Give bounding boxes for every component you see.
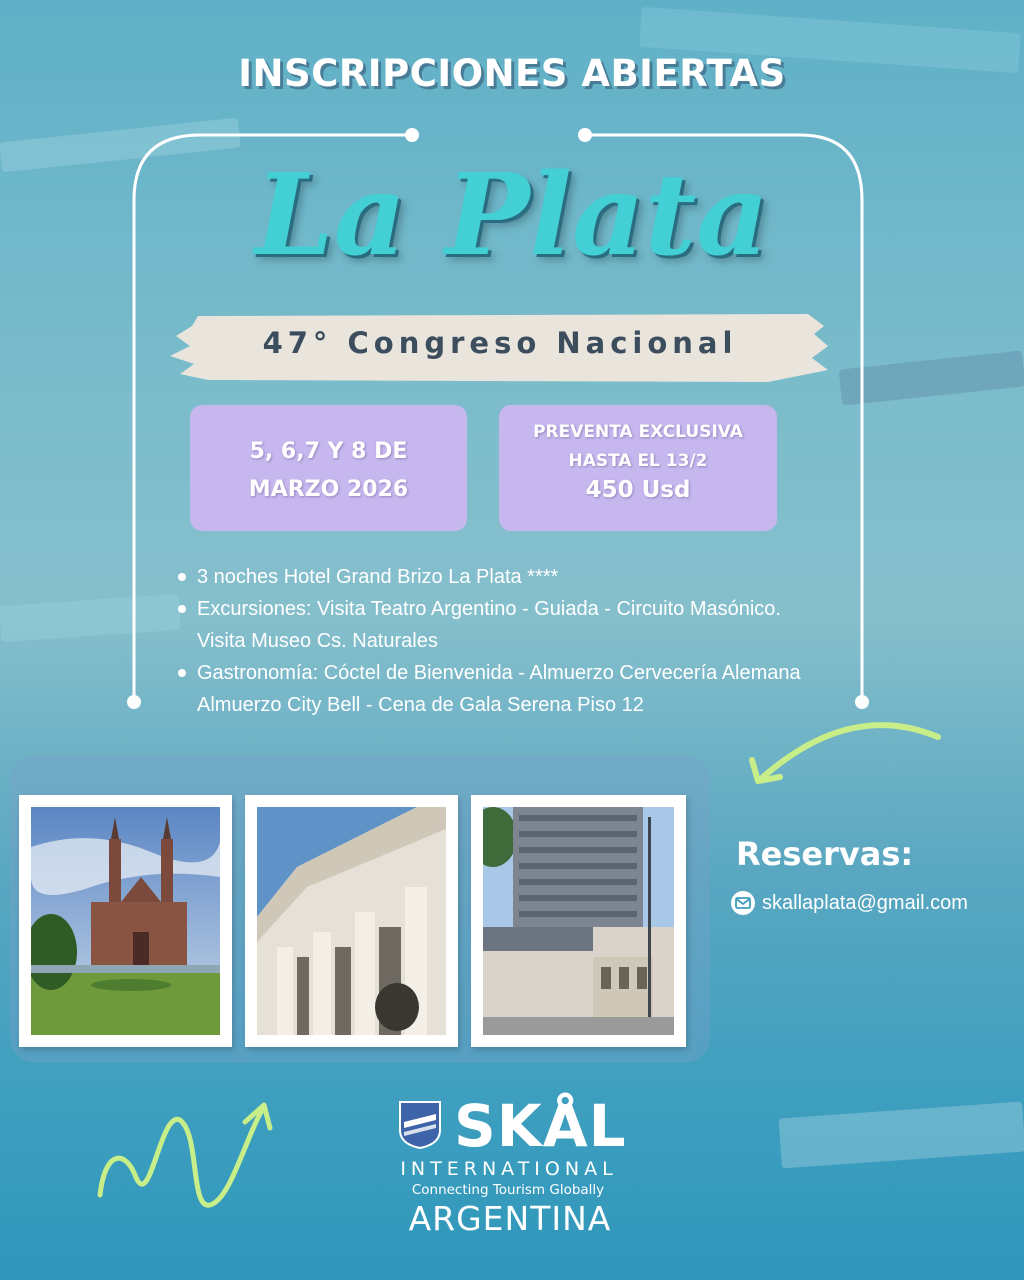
logo-country: ARGENTINA: [408, 1199, 612, 1238]
reservas-label: Reservas:: [736, 835, 914, 873]
congress-subtitle: 47° Congreso Nacional: [262, 326, 738, 360]
skal-emblem-icon: [398, 1100, 442, 1150]
presale-line-2: HASTA EL 13/2: [568, 451, 708, 471]
dates-line-2: MARZO 2026: [248, 477, 409, 502]
logo-international: INTERNATIONAL: [400, 1158, 618, 1180]
presale-price: 450 Usd: [585, 477, 691, 503]
email-link[interactable]: skallaplata@gmail.com: [762, 891, 968, 914]
mail-icon: [731, 891, 755, 915]
logo-tagline: Connecting Tourism Globally: [411, 1182, 605, 1198]
feature-item: 3 noches Hotel Grand Brizo La Plata ****: [176, 561, 826, 593]
headline: INSCRIPCIONES ABIERTAS: [238, 52, 786, 95]
presale-line-1: PREVENTA EXCLUSIVA: [533, 422, 743, 442]
logo-brand: SKÅL: [454, 1092, 627, 1160]
feature-item: Gastronomía: Cóctel de Bienvenida - Almuerzo Cervecería Alemana Almuerzo City Bell - Cena de Gala Serena Piso 12: [176, 657, 826, 721]
city-title: La Plata: [255, 150, 769, 281]
email-row[interactable]: [731, 891, 968, 915]
dates-line-1: 5, 6,7 Y 8 DE: [249, 439, 408, 464]
feature-item: Excursiones: Visita Teatro Argentino - Guiada - Circuito Masónico. Visita Museo Cs. Naturales: [176, 593, 826, 657]
